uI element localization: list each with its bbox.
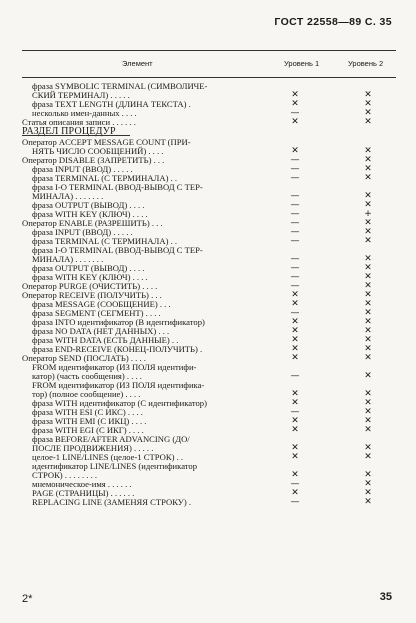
row-element-text: идентификатор LINE/LINES (идентификатор — [32, 461, 198, 471]
level1-mark: — — [290, 497, 300, 507]
level1-mark: — — [290, 218, 300, 228]
level2-mark: + — [364, 209, 372, 219]
level1-mark: ✕ — [291, 425, 299, 435]
row-element-text: целое-1 LINE/LINES (целое-1 СТРОК) . . — [32, 452, 184, 462]
row-element-text: мнемоническое-имя . . . . . . — [32, 479, 132, 489]
level1-mark: — — [290, 191, 300, 201]
level2-mark: ✕ — [364, 308, 372, 318]
level1-mark: ✕ — [291, 353, 299, 363]
level1-mark: — — [290, 371, 300, 381]
row-element-text: фраза OUTPUT (ВЫВОД) . . . . — [32, 263, 145, 273]
level1-mark: ✕ — [291, 488, 299, 498]
level2-mark: ✕ — [364, 90, 372, 100]
row-element-text: фраза MESSAGE (СООБЩЕНИЕ) . . . — [32, 299, 171, 309]
level2-mark: ✕ — [364, 272, 372, 282]
column-header-element: Элемент — [122, 59, 153, 68]
level2-mark: ✕ — [364, 164, 372, 174]
row-element-text: тор) (полное сообщение) . . . . — [32, 389, 141, 399]
row-element-text: REPLACING LINE (ЗАМЕНЯЯ СТРОКУ) . — [32, 497, 192, 507]
row-element-text: несколько имен-данных . . . . — [32, 108, 137, 118]
level2-mark: ✕ — [364, 146, 372, 156]
table-header — [22, 50, 396, 78]
level1-mark: — — [290, 308, 300, 318]
level2-mark: ✕ — [364, 191, 372, 201]
row-element-text: Оператор PURGE (ОЧИСТИТЬ) . . . . — [22, 281, 158, 291]
row-element-text: фраза TERMINAL (С ТЕРМИНАЛА) . . — [32, 173, 178, 183]
level1-mark: — — [290, 200, 300, 210]
row-element-text: ПОСЛЕ ПРОДВИЖЕНИЯ) . . . . . — [32, 443, 154, 453]
row-element-text: СТРОК) . . . . . . . . — [32, 470, 98, 480]
page-number: 35 — [379, 591, 392, 603]
level2-mark: ✕ — [364, 389, 372, 399]
level2-mark: ✕ — [364, 371, 372, 381]
level1-mark: ✕ — [291, 443, 299, 453]
level2-mark: ✕ — [364, 443, 372, 453]
row-element-text: фраза SEGMENT (СЕГМЕНТ) . . . . — [32, 308, 161, 318]
level1-mark: ✕ — [291, 299, 299, 309]
row-element-text: РАЗДЕЛ ПРОЦЕДУР — [22, 126, 116, 137]
level2-mark: ✕ — [364, 108, 372, 118]
row-element-text: фраза END-RECEIVE (КОНЕЦ-ПОЛУЧИТЬ) . — [32, 344, 203, 354]
level1-mark: — — [290, 254, 300, 264]
row-element-text: фраза WITH идентификатор (С идентификатор) — [32, 398, 207, 408]
row-element-text: фраза I-O TERMINAL (ВВОД-ВЫВОД С ТЕР- — [32, 182, 203, 192]
row-element-text: PAGE (СТРАНИЦЫ) . . . . . . — [32, 488, 135, 498]
level2-mark: ✕ — [364, 173, 372, 183]
row-element-text: FROM идентификатор (ИЗ ПОЛЯ идентифика- — [32, 380, 205, 390]
level1-mark: — — [290, 209, 300, 219]
level1-mark: — — [290, 227, 300, 237]
level1-mark: ✕ — [291, 389, 299, 399]
row-element-text: FROM идентификатор (ИЗ ПОЛЯ идентифи- — [32, 362, 197, 372]
level1-mark: — — [290, 164, 300, 174]
row-element-text: Оператор SEND (ПОСЛАТЬ) . . . . — [22, 353, 146, 363]
row-element-text: Оператор ENABLE (РАЗРЕШИТЬ) . . . — [22, 218, 163, 228]
level2-mark: ✕ — [364, 317, 372, 327]
row-element-text: фраза WITH KEY (КЛЮЧ) . . . . — [32, 209, 148, 219]
row-element-text: фраза TERMINAL (С ТЕРМИНАЛА) . . — [32, 236, 178, 246]
row-element-text: Статья описания записи . . . . . . — [22, 117, 136, 127]
row-element-text: фраза INPUT (ВВОД) . . . . . — [32, 164, 133, 174]
level2-mark: ✕ — [364, 263, 372, 273]
level1-mark: ✕ — [291, 317, 299, 327]
column-header-level1: Уровень 1 — [284, 59, 320, 68]
level2-mark: ✕ — [364, 470, 372, 480]
level2-mark: ✕ — [364, 236, 372, 246]
row-element-text: МИНАЛА) . . . . . . . — [32, 191, 104, 201]
level2-mark: ✕ — [364, 290, 372, 300]
level2-mark: ✕ — [364, 416, 372, 426]
level2-mark: ✕ — [364, 398, 372, 408]
level2-mark: ✕ — [364, 218, 372, 228]
level1-mark: — — [290, 155, 300, 165]
level2-mark: ✕ — [364, 497, 372, 507]
row-element-text: фраза TEXT LENGTH (ДЛИНА ТЕКСТА) . — [32, 99, 191, 109]
row-element-text: катор) (часть сообщения) . . . . — [32, 371, 142, 381]
level1-mark: ✕ — [291, 90, 299, 100]
level1-mark: — — [290, 272, 300, 282]
level1-mark: ✕ — [291, 452, 299, 462]
row-element-text: НЯТЬ ЧИСЛО СООБЩЕНИЙ) . . . . — [32, 146, 164, 156]
level1-mark: — — [290, 479, 300, 489]
table-body — [0, 82, 416, 507]
level1-mark: ✕ — [291, 99, 299, 109]
level2-mark: ✕ — [364, 407, 372, 417]
row-element-text: фраза WITH EGI (С ИКГ) . . . . — [32, 425, 144, 435]
row-element-text: Оператор RECEIVE (ПОЛУЧИТЬ) . . . — [22, 290, 162, 300]
level1-mark: ✕ — [291, 416, 299, 426]
level2-mark: ✕ — [364, 452, 372, 462]
level1-mark: ✕ — [291, 344, 299, 354]
level1-mark: ✕ — [291, 146, 299, 156]
column-header-level2: Уровень 2 — [348, 59, 384, 68]
row-element-text: фраза BEFORE/AFTER ADVANCING (ДО/ — [32, 434, 190, 444]
row-element-text: Оператор DISABLE (ЗАПРЕТИТЬ) . . . — [22, 155, 165, 165]
row-element-text: фраза SYMBOLIC TERMINAL (СИМВОЛИЧЕ- — [32, 81, 208, 91]
level2-mark: ✕ — [364, 117, 372, 127]
row-element-text: фраза OUTPUT (ВЫВОД) . . . . — [32, 200, 145, 210]
level1-mark: ✕ — [291, 398, 299, 408]
level1-mark: ✕ — [291, 326, 299, 336]
row-element-text: СКИЙ ТЕРМИНАЛ) . . . . . — [32, 90, 130, 100]
level2-mark: ✕ — [364, 200, 372, 210]
level1-mark: — — [290, 263, 300, 273]
level2-mark: ✕ — [364, 479, 372, 489]
level2-mark: ✕ — [364, 254, 372, 264]
signature-mark: 2* — [22, 593, 33, 605]
row-element-text: фраза NO DATA (НЕТ ДАННЫХ) . . . — [32, 326, 170, 336]
row-element-text: фраза WITH KEY (КЛЮЧ) . . . . — [32, 272, 148, 282]
level2-mark: ✕ — [364, 326, 372, 336]
level2-mark: ✕ — [364, 353, 372, 363]
level2-mark: ✕ — [364, 281, 372, 291]
row-element-text: фраза INPUT (ВВОД) . . . . . — [32, 227, 133, 237]
row-element-text: фраза WITH ESI (С ИКС) . . . . — [32, 407, 143, 417]
level1-mark: — — [290, 108, 300, 118]
row-element-text: Оператор ACCEPT MESSAGE COUNT (ПРИ- — [22, 137, 191, 147]
level2-mark: ✕ — [364, 299, 372, 309]
level1-mark: — — [290, 407, 300, 417]
row-element-text: фраза WITH DATA (ЕСТЬ ДАННЫЕ) . . — [32, 335, 179, 345]
level1-mark: ✕ — [291, 470, 299, 480]
level1-mark: ✕ — [291, 335, 299, 345]
row-element-text: МИНАЛА) . . . . . . . — [32, 254, 104, 264]
level1-mark: ✕ — [291, 117, 299, 127]
level2-mark: ✕ — [364, 227, 372, 237]
level2-mark: ✕ — [364, 488, 372, 498]
row-element-text: фраза WITH EMI (С ИКЦ) . . . . — [32, 416, 147, 426]
level2-mark: ✕ — [364, 425, 372, 435]
level1-mark: — — [290, 236, 300, 246]
table-row — [0, 498, 416, 507]
level1-mark: — — [290, 173, 300, 183]
level2-mark: ✕ — [364, 335, 372, 345]
level2-mark: ✕ — [364, 344, 372, 354]
level2-mark: ✕ — [364, 99, 372, 109]
level1-mark: ✕ — [291, 290, 299, 300]
level2-mark: ✕ — [364, 155, 372, 165]
level1-mark: — — [290, 281, 300, 291]
section-underline — [22, 135, 130, 136]
running-head: ГОСТ 22558—89 С. 35 — [274, 16, 392, 28]
row-element-text: фраза I-O TERMINAL (ВВОД-ВЫВОД С ТЕР- — [32, 245, 203, 255]
row-element-text: фраза INTO идентификатор (В идентификатор) — [32, 317, 205, 327]
